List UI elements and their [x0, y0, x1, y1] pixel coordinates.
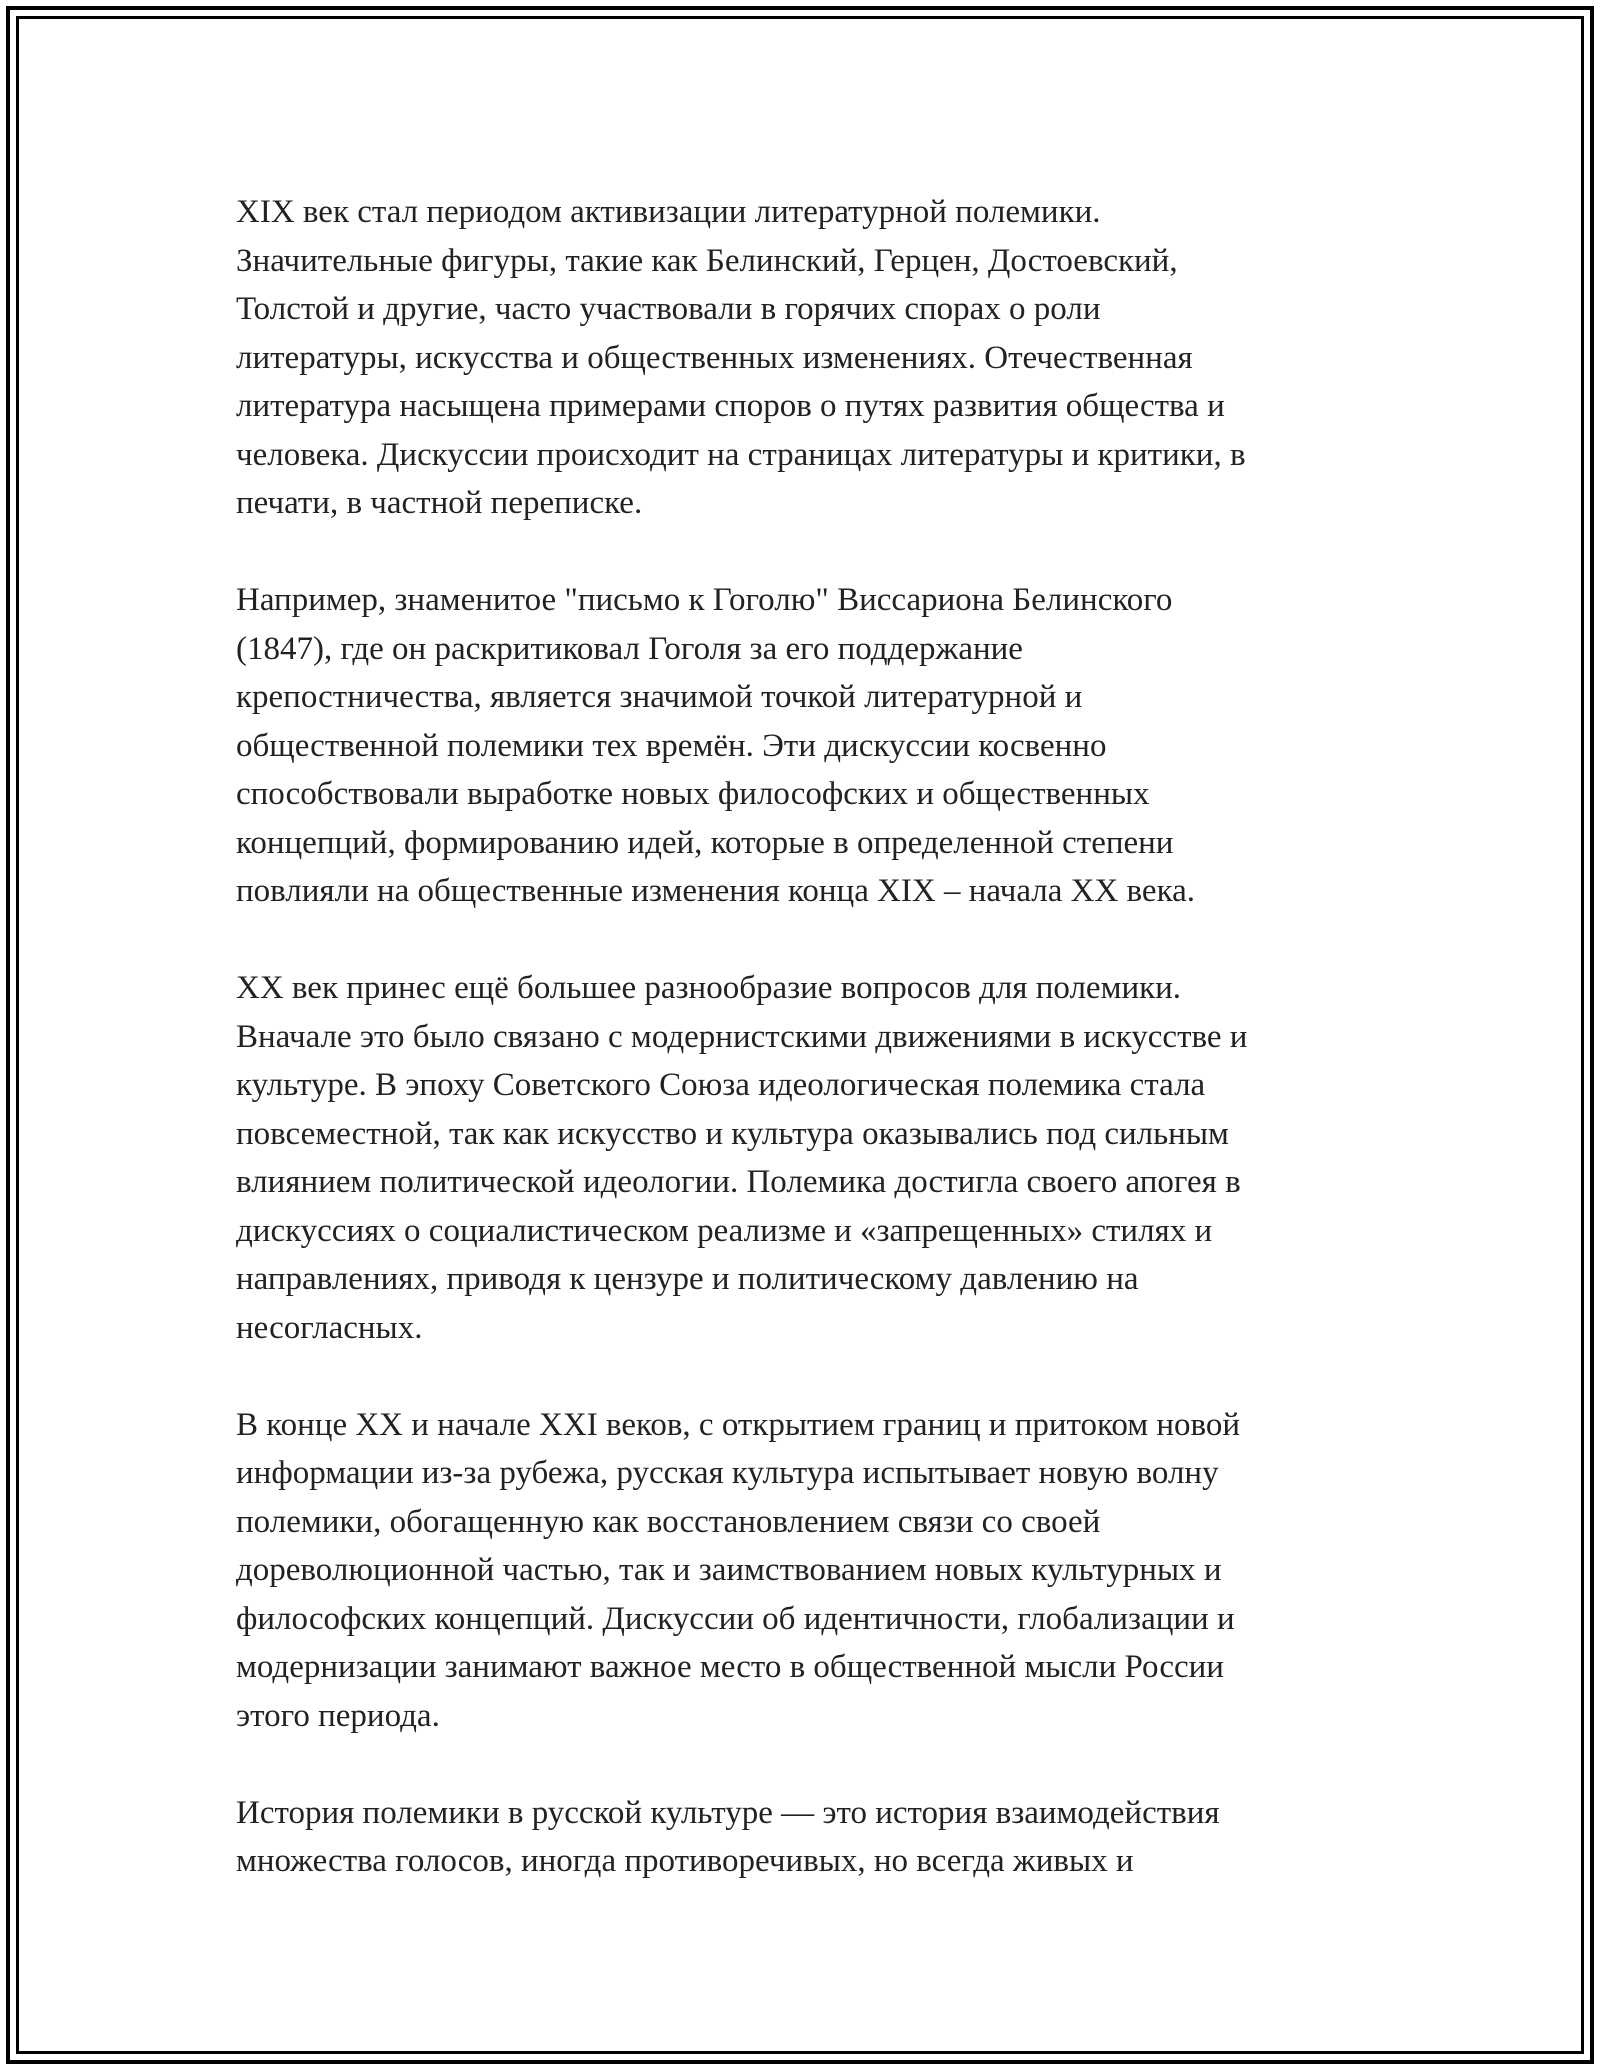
- text-line: повлияли на общественные изменения конца XIX – начала XX века.: [236, 873, 1196, 909]
- text-line: способствовали выработке новых философских и общественных: [236, 776, 1150, 812]
- text-line: Вначале это было связано с модернистскими движениями в искусстве и: [236, 1018, 1248, 1055]
- document-body: [236, 188, 1386, 1934]
- text-line: дискуссиях о социалистическом реализме и «запрещенных» стилях и: [236, 1212, 1213, 1249]
- paragraph-2: [236, 576, 1386, 916]
- text-line: повсеместной, так как искусство и культура оказывались под сильным: [236, 1115, 1229, 1152]
- text-line: XX век принес ещё большее разнообразие вопросов для полемики.: [236, 970, 1182, 1006]
- text-line: Значительные фигуры, такие как Белинский, Герцен, Достоевский,: [236, 242, 1178, 279]
- text-line: несогласных.: [236, 1309, 423, 1346]
- text-line: литературы, искусства и общественных изменениях. Отечественная: [236, 339, 1193, 376]
- paragraph-5: [236, 1789, 1386, 1886]
- paragraph-3: [236, 964, 1386, 1352]
- text-line: человека. Дискуссии происходит на страницах литературы и критики, в: [236, 436, 1246, 473]
- text-line: литература насыщена примерами споров о путях развития общества и: [236, 388, 1225, 424]
- text-line: Толстой и другие, часто участвовали в горячих спорах о роли: [236, 291, 1101, 327]
- text-line: XIX век стал периодом активизации литературной полемики.: [236, 194, 1101, 230]
- paragraph-4: [236, 1401, 1386, 1741]
- text-line: История полемики в русской культуре — это история взаимодействия: [236, 1794, 1220, 1831]
- text-line: крепостничества, является значимой точкой литературной и: [236, 679, 1083, 715]
- text-line: культуре. В эпоху Советского Союза идеологическая полемика стала: [236, 1067, 1206, 1103]
- text-line: общественной полемики тех времён. Эти дискуссии косвенно: [236, 727, 1107, 764]
- text-line: концепций, формированию идей, которые в определенной степени: [236, 824, 1174, 861]
- text-line: направлениях, приводя к цензуре и политическому давлению на: [236, 1261, 1139, 1297]
- text-line: влиянием политической идеологии. Полемика достигла своего апогея в: [236, 1164, 1241, 1200]
- text-line: Например, знаменитое "письмо к Гоголю" Виссариона Белинского: [236, 582, 1173, 618]
- text-line: философских концепций. Дискуссии об идентичности, глобализации и: [236, 1600, 1235, 1637]
- text-line: В конце XX и начале XXI веков, с открытием границ и притоком новой: [236, 1406, 1241, 1443]
- text-line: модернизации занимают важное место в общественной мысли России: [236, 1649, 1224, 1685]
- paragraph-1: [236, 188, 1386, 528]
- text-line: полемики, обогащенную как восстановлением связи со своей: [236, 1503, 1101, 1540]
- text-line: печати, в частной переписке.: [236, 485, 643, 521]
- text-line: этого периода.: [236, 1697, 440, 1734]
- text-line: (1847), где он раскритиковал Гоголя за его поддержание: [236, 630, 1023, 667]
- text-line: множества голосов, иногда противоречивых, но всегда живых и: [236, 1843, 1134, 1879]
- text-line: информации из-за рубежа, русская культура испытывает новую волну: [236, 1455, 1219, 1491]
- text-line: дореволюционной частью, так и заимствованием новых культурных и: [236, 1552, 1222, 1588]
